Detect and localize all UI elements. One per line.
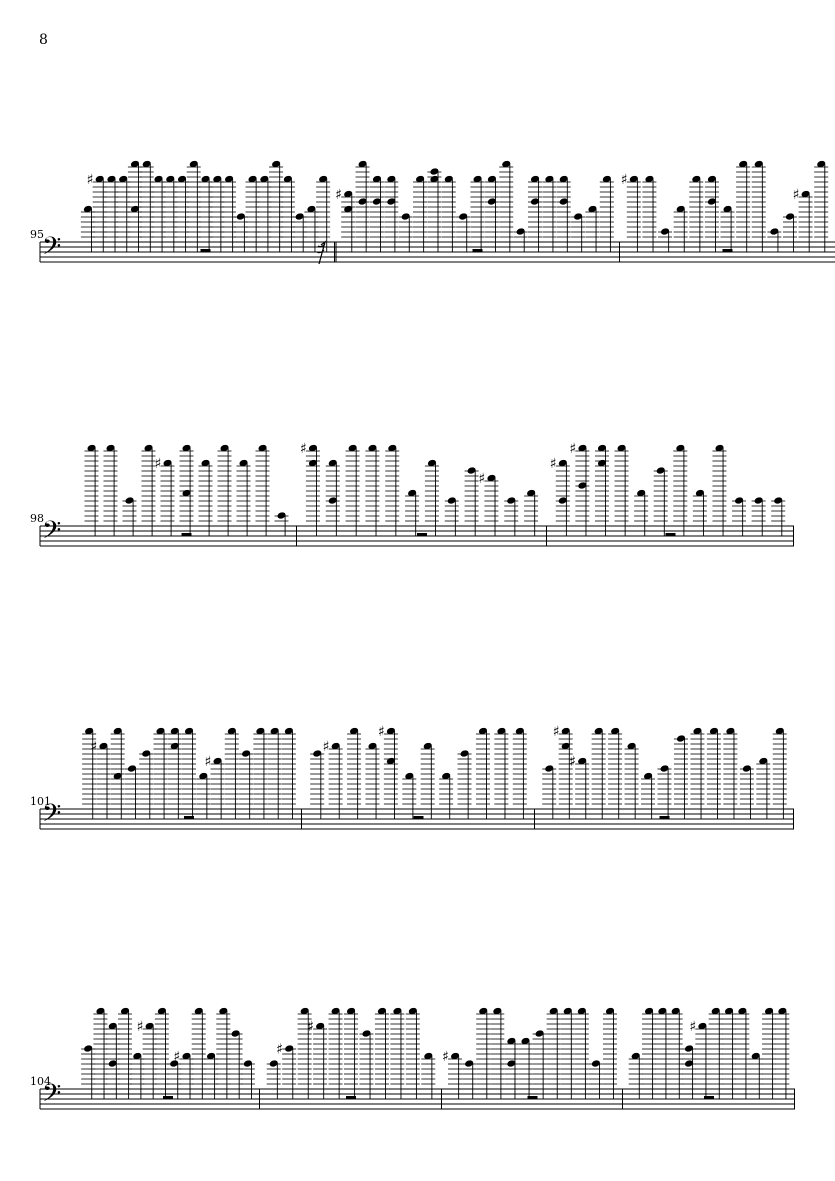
note xyxy=(282,727,296,819)
note xyxy=(269,160,283,252)
measure-number: 95 xyxy=(30,228,44,241)
note xyxy=(216,1007,230,1099)
note xyxy=(465,466,479,536)
note xyxy=(673,444,687,536)
note xyxy=(225,727,239,819)
note xyxy=(344,1007,358,1099)
note xyxy=(518,1037,532,1099)
note xyxy=(625,742,639,819)
note xyxy=(118,1007,132,1099)
sharp-icon: ♯ xyxy=(377,724,385,740)
note xyxy=(723,727,737,819)
sharp-icon: ♯ xyxy=(620,172,628,188)
note xyxy=(634,489,648,536)
note xyxy=(655,1007,669,1099)
note xyxy=(413,175,427,252)
sharp-icon: ♯ xyxy=(442,1049,449,1065)
note xyxy=(329,1007,343,1099)
note xyxy=(752,496,766,536)
note xyxy=(402,772,416,819)
note xyxy=(442,1049,462,1099)
note xyxy=(218,444,232,536)
note xyxy=(85,444,99,536)
note xyxy=(326,459,340,536)
note xyxy=(175,175,189,252)
note xyxy=(595,444,609,536)
note xyxy=(116,175,130,252)
note xyxy=(425,459,439,536)
note xyxy=(128,160,142,252)
measure-number: 98 xyxy=(30,512,44,525)
note xyxy=(575,1007,589,1099)
note xyxy=(163,175,177,252)
note xyxy=(281,175,295,252)
note xyxy=(139,749,153,819)
sharp-icon: ♯ xyxy=(569,441,577,457)
note xyxy=(168,727,182,819)
whole-rest xyxy=(414,816,424,819)
note xyxy=(682,1044,696,1099)
system-2 xyxy=(30,441,794,551)
note xyxy=(767,227,781,252)
sharp-icon: ♯ xyxy=(90,739,98,755)
sharp-icon: ♯ xyxy=(478,471,486,487)
note xyxy=(621,172,641,252)
note xyxy=(629,1052,643,1099)
note xyxy=(153,727,167,819)
note xyxy=(180,444,194,536)
note xyxy=(756,757,770,819)
note xyxy=(533,1029,547,1099)
system-4 xyxy=(30,1007,795,1114)
note xyxy=(615,444,629,536)
note xyxy=(104,175,118,252)
note xyxy=(569,441,589,536)
note xyxy=(542,764,556,819)
note xyxy=(356,160,370,252)
note xyxy=(690,727,704,819)
note xyxy=(490,1007,504,1099)
note xyxy=(140,160,154,252)
note xyxy=(669,1007,683,1099)
note xyxy=(476,727,490,819)
sharp-icon: ♯ xyxy=(689,1019,697,1035)
sharp-icon: ♯ xyxy=(552,724,560,740)
note xyxy=(762,1007,776,1099)
note xyxy=(749,1052,763,1099)
note xyxy=(427,167,441,252)
note xyxy=(237,459,251,536)
note xyxy=(654,466,668,536)
note xyxy=(399,212,413,252)
note xyxy=(712,444,726,536)
note xyxy=(557,175,571,252)
note xyxy=(736,160,750,252)
note xyxy=(365,742,379,819)
note xyxy=(390,1007,404,1099)
note xyxy=(210,175,224,252)
note xyxy=(199,175,213,252)
note xyxy=(196,772,210,819)
note xyxy=(257,175,271,252)
whole-rest xyxy=(163,1096,173,1099)
note xyxy=(187,160,201,252)
note xyxy=(439,772,453,819)
note xyxy=(405,489,419,536)
sharp-icon: ♯ xyxy=(322,739,330,755)
system-3 xyxy=(30,724,794,834)
sharp-icon: ♯ xyxy=(299,441,307,457)
note xyxy=(276,1042,296,1100)
note xyxy=(693,489,707,536)
note xyxy=(316,175,330,252)
sharp-icon: ♯ xyxy=(307,1019,314,1035)
note xyxy=(642,1007,656,1099)
note xyxy=(589,1059,603,1099)
note xyxy=(814,160,828,252)
note xyxy=(359,1029,373,1099)
note xyxy=(155,1007,169,1099)
sharp-icon: ♯ xyxy=(549,456,557,472)
note xyxy=(445,496,459,536)
bass-clef-icon: 𝄢 xyxy=(42,516,62,551)
note xyxy=(300,441,320,536)
note xyxy=(550,456,570,536)
sixteenth-rest-icon xyxy=(317,242,325,264)
note xyxy=(641,772,655,819)
note xyxy=(268,727,282,819)
note xyxy=(752,160,766,252)
note xyxy=(504,1037,518,1099)
note xyxy=(674,205,688,252)
note xyxy=(365,444,379,536)
note xyxy=(592,727,606,819)
note xyxy=(600,175,614,252)
note xyxy=(499,160,513,252)
bass-clef-icon: 𝄢 xyxy=(42,799,62,834)
note xyxy=(267,1059,281,1099)
note xyxy=(111,727,125,819)
note xyxy=(514,227,528,252)
bass-clef-icon: 𝄢 xyxy=(42,1079,62,1114)
whole-rest xyxy=(417,533,427,536)
note xyxy=(104,444,118,536)
note xyxy=(204,1052,218,1099)
note xyxy=(705,175,719,252)
note xyxy=(608,727,622,819)
page-number: 8 xyxy=(39,32,48,48)
note xyxy=(151,175,165,252)
note xyxy=(783,212,797,252)
note xyxy=(571,212,585,252)
note xyxy=(182,727,196,819)
note xyxy=(722,1007,736,1099)
note xyxy=(585,205,599,252)
note xyxy=(771,496,785,536)
note xyxy=(442,175,456,252)
note xyxy=(167,1059,181,1099)
note xyxy=(547,1007,561,1099)
note xyxy=(199,459,213,536)
note xyxy=(239,749,253,819)
note xyxy=(378,724,398,819)
sharp-icon: ♯ xyxy=(204,754,212,770)
note xyxy=(494,727,508,819)
note xyxy=(421,742,435,819)
note xyxy=(735,1007,749,1099)
sharp-icon: ♯ xyxy=(569,754,576,770)
sharp-icon: ♯ xyxy=(792,187,800,203)
note xyxy=(192,1007,206,1099)
note xyxy=(603,1007,617,1099)
note xyxy=(709,1007,723,1099)
note xyxy=(246,175,260,252)
note xyxy=(125,764,139,819)
measure-number: 101 xyxy=(30,795,51,808)
note xyxy=(561,1007,575,1099)
note xyxy=(732,496,746,536)
note xyxy=(370,175,384,252)
note xyxy=(406,1007,420,1099)
measure-number: 104 xyxy=(30,1075,51,1088)
note xyxy=(773,727,787,819)
note xyxy=(658,764,672,819)
note xyxy=(93,1007,107,1099)
sharp-icon: ♯ xyxy=(335,187,342,203)
note xyxy=(106,1022,120,1099)
bass-clef-icon: 𝄢 xyxy=(42,232,62,267)
note xyxy=(642,175,656,252)
note xyxy=(142,444,156,536)
note xyxy=(458,749,472,819)
sharp-icon: ♯ xyxy=(276,1041,283,1058)
system-1 xyxy=(30,160,835,267)
note xyxy=(123,496,137,536)
sharp-icon: ♯ xyxy=(173,1049,181,1065)
note xyxy=(229,1029,243,1099)
note xyxy=(462,1059,476,1099)
note xyxy=(310,749,324,819)
note xyxy=(241,1059,255,1099)
note xyxy=(130,1052,144,1099)
note xyxy=(253,727,267,819)
note xyxy=(471,175,485,252)
note xyxy=(689,175,703,252)
note xyxy=(504,496,518,536)
note xyxy=(256,444,270,536)
note xyxy=(155,456,175,536)
note xyxy=(528,175,542,252)
note xyxy=(375,1007,389,1099)
note xyxy=(385,444,399,536)
note xyxy=(346,444,360,536)
note xyxy=(740,764,754,819)
note xyxy=(384,175,398,252)
note xyxy=(456,212,470,252)
note xyxy=(485,175,499,252)
note xyxy=(323,739,343,819)
note xyxy=(421,1052,435,1099)
note xyxy=(658,227,672,252)
note xyxy=(222,175,236,252)
note xyxy=(275,511,289,536)
sharp-icon: ♯ xyxy=(86,172,94,188)
note xyxy=(775,1007,789,1099)
sharp-icon: ♯ xyxy=(136,1019,144,1035)
note xyxy=(674,734,688,819)
sharp-icon: ♯ xyxy=(154,456,162,472)
note xyxy=(347,727,361,819)
note xyxy=(513,727,527,819)
note xyxy=(707,727,721,819)
note xyxy=(542,175,556,252)
note xyxy=(553,724,573,819)
note xyxy=(721,205,735,252)
note xyxy=(476,1007,490,1099)
note xyxy=(81,1044,95,1099)
note xyxy=(524,489,538,536)
whole-rest xyxy=(666,533,676,536)
